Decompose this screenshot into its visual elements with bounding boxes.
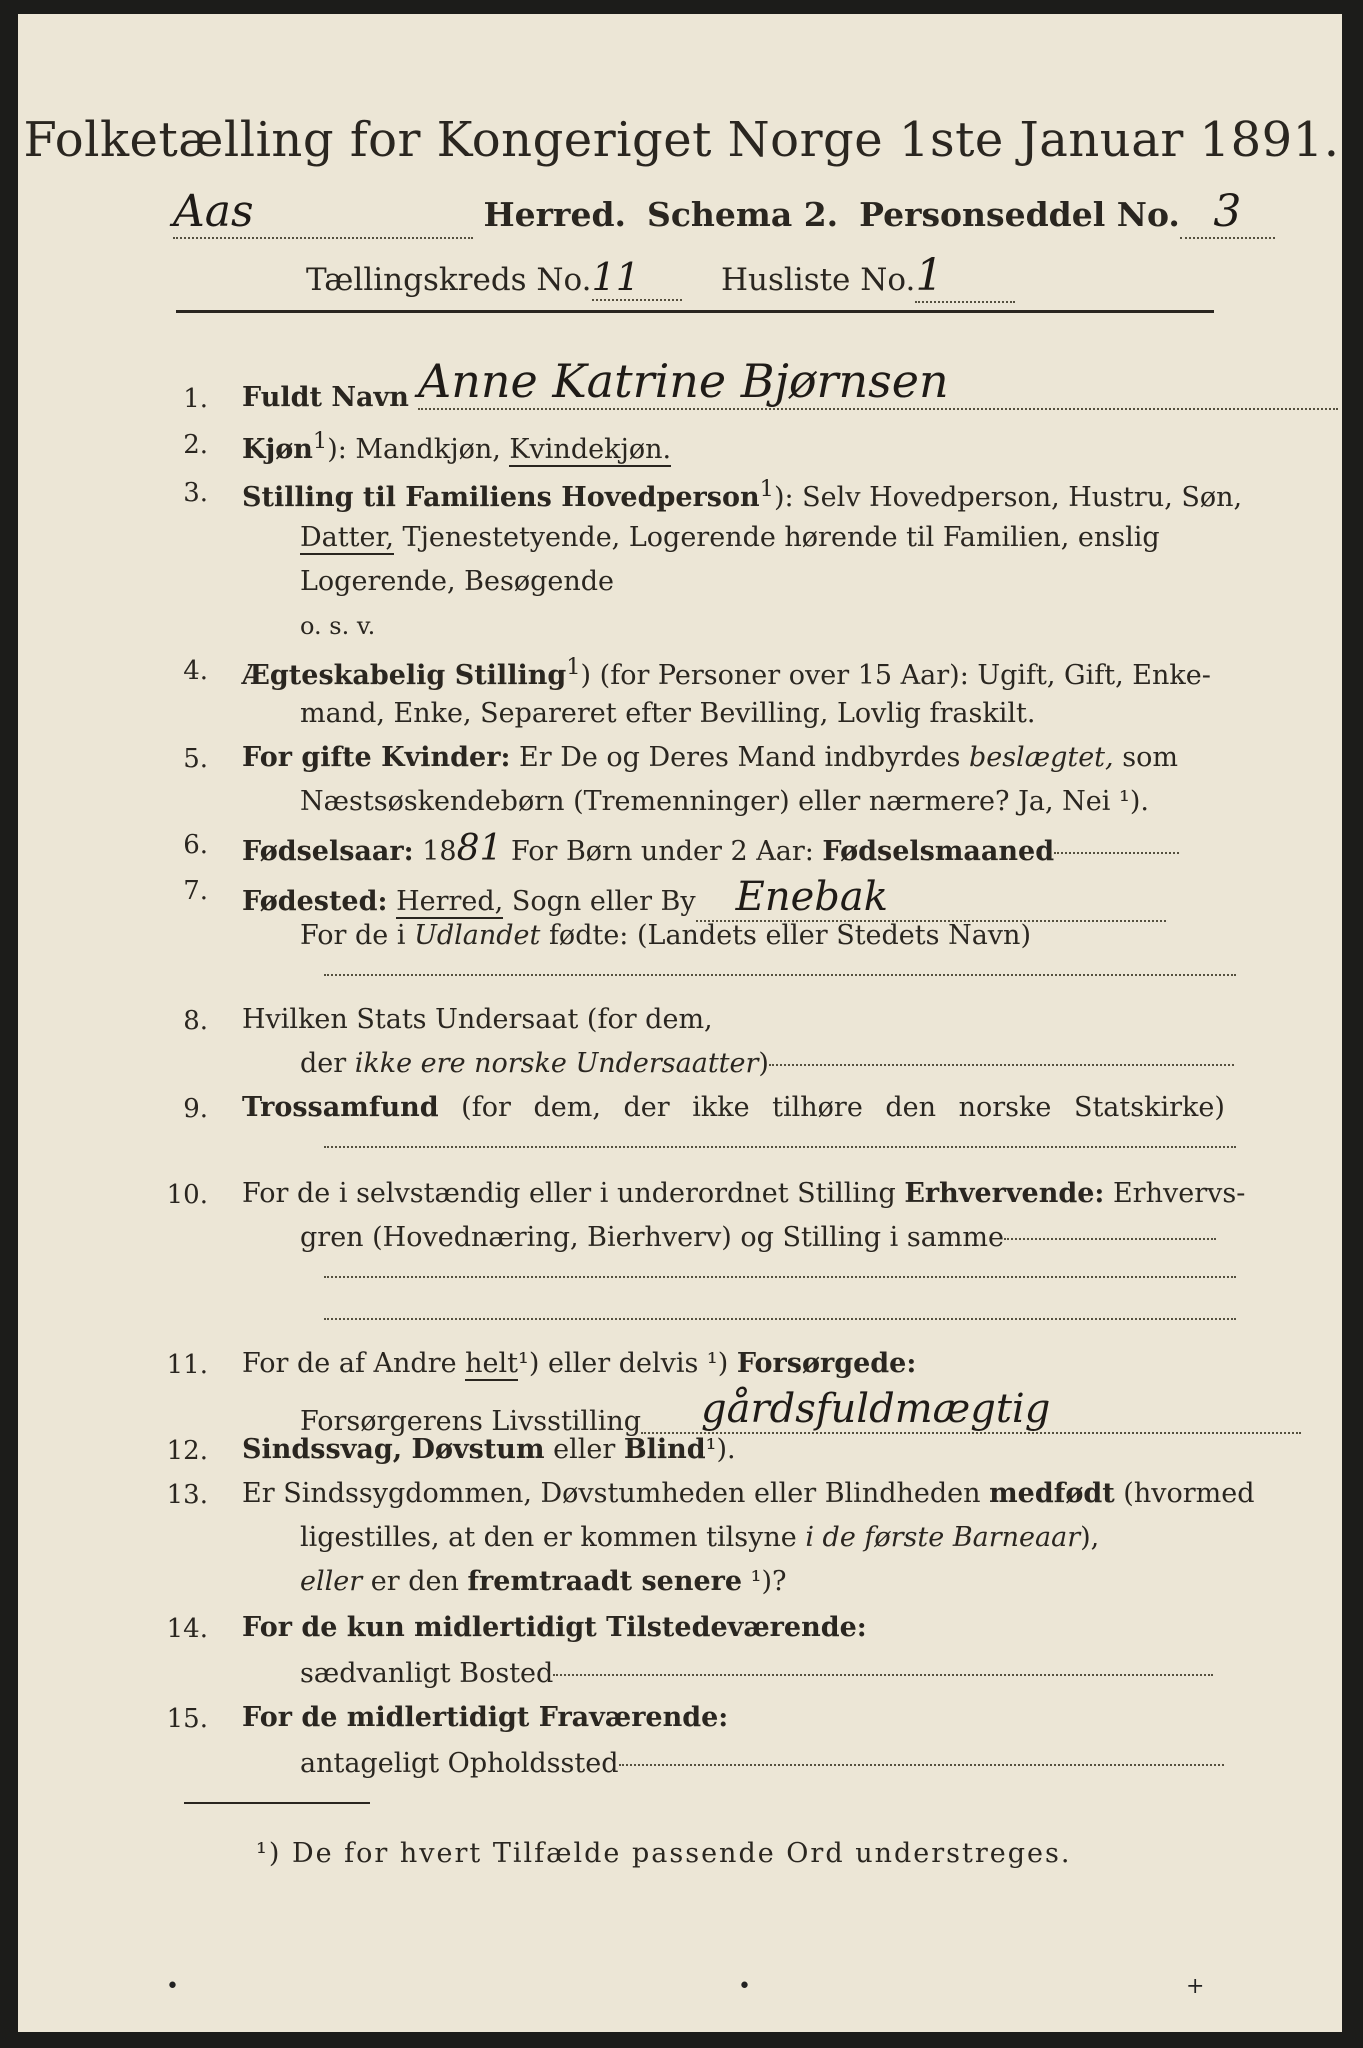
q11-bold: Forsørgede: [736,1348,917,1379]
q15-number: 15. [166,1704,208,1734]
q1-number: 1. [183,384,208,414]
q7-label: Fødested: [242,886,388,917]
footnote: ¹) De for hvert Tilfælde passende Ord understreges. [256,1838,1072,1869]
q11-text1b: ¹) eller delvis ¹) [518,1348,737,1379]
q14-text2: sædvanligt Bosted [300,1658,554,1689]
q7-number: 7. [183,876,208,906]
q11-text2: Forsørgerens Livsstilling [300,1406,642,1437]
q5-italic: beslægtet, [968,742,1114,773]
q12-label2: Blind [623,1434,706,1465]
q1-name-answer: Anne Katrine Bjørnsen [418,354,1338,410]
q12-line [242,1434,736,1465]
q13-line3 [300,1566,786,1597]
q3-line1: Stilling til Familiens Hovedperson$^1$): Selv Hovedperson, Hustru, Søn, [242,476,1243,513]
q11-provider-answer: gårdsfuldmægtig [641,1386,1301,1434]
q9-answer-rule [324,1146,1236,1148]
q8-italic: ikke ere norske Undersaatter [354,1048,759,1079]
q6-year-answer: 81 [456,828,503,869]
q4-line2: mand, Enke, Separeret efter Bevilling, Lovlig fraskilt. [300,698,1036,729]
q10-text1a: For de i selvstændig eller i underordnet Stilling [242,1178,905,1209]
q13-text3b: ¹)? [742,1566,787,1597]
q10-line2 [300,1222,1216,1253]
form-title: Folketælling for Kongeriget Norge 1ste Januar 1891. [23,112,1340,168]
q13-bold3: fremtraadt senere [467,1566,743,1597]
herred-line [173,186,1275,239]
q4-text1: ) (for Personer over 15 Aar): Ugift, Gift, Enke- [580,660,1211,691]
q9-line1 [242,1092,1225,1123]
q12-tail: ¹). [705,1434,736,1465]
herred-answer: Aas [173,186,473,239]
schema-label: Schema 2. [647,195,839,234]
q13-text2a: ligestilles, at den er kommen tilsyne [300,1522,806,1553]
q13-bold: medfødt [989,1478,1115,1509]
q10-answer-rule-2 [324,1318,1236,1320]
herred-label: Herred. [483,195,627,234]
q13-text3a: er den [362,1566,468,1597]
q10-text1b: Erhvervs- [1104,1178,1246,1209]
q10-text2: gren (Hovednæring, Bierhverv) og Stilling i samme [300,1222,1005,1253]
q7-underlined: Herred, [396,886,504,917]
q15-label: For de midlertidigt Fraværende: [242,1702,729,1733]
q10-answer-rule-1 [324,1276,1236,1278]
q9-number: 9. [183,1094,208,1124]
q6-label: Fødselsaar: [242,836,414,867]
q3-text2: Tjenestetyende, Logerende hørende til Familien, enslig [393,522,1160,553]
q14-line2 [300,1658,1213,1689]
q7-answer-rule [324,974,1236,976]
q11-underlined: helt [465,1348,519,1379]
q12-mid: eller [544,1434,624,1465]
q15-text2: antageligt Opholdssted [300,1748,619,1779]
q2-underlined: Kvindekjøn. [509,434,672,465]
ink-mark-left: • [166,1974,179,1999]
q13-number: 13. [166,1480,208,1510]
personseddel-label: Personseddel No. [859,195,1180,234]
q8-label: Hvilken Stats Undersaat [242,1004,579,1035]
q13-text1a: Er Sindssygdommen, Døvstumheden eller Blindheden [242,1478,990,1509]
q13-text1b: (hvormed [1114,1478,1255,1509]
q5-line1 [242,742,1178,773]
q13-italic: i de første Barneaar [805,1522,1081,1553]
q2-number: 2. [183,430,208,460]
q7-text2a: For de i [300,920,415,951]
q8-text1: (for dem, [578,1004,713,1035]
q10-line1 [242,1178,1245,1209]
q7-italic: Udlandet [414,920,541,951]
q11-line1 [242,1348,916,1379]
header-rule [176,310,1214,313]
q4-number: 4. [183,656,208,686]
kreds-label: Tællingskreds No. [306,262,592,298]
q7-text: Sogn eller By [503,886,696,917]
q10-bold: Erhvervende: [904,1178,1105,1209]
q14-label: For de kun midlertidigt Tilstedeværende: [242,1612,867,1643]
q12-number: 12. [166,1436,208,1466]
kreds-number: 11 [592,255,682,301]
q12-label: Sindssvag, Døvstum [242,1434,545,1465]
q3-underlined: Datter, [300,522,394,553]
q5-text1b: som [1113,742,1178,773]
q2-text [242,428,671,465]
q2-sup: 1 [312,428,328,454]
q15-line2 [300,1748,1224,1779]
q9-text1: (for dem, der ikke tilhøre den norske Statskirke) [438,1092,1225,1123]
q2-label: Kjøn [242,434,313,465]
q8-text2a: der [300,1048,355,1079]
q3-line3: Logerende, Besøgende [300,566,614,597]
q7-birthplace-answer: Enebak [696,874,1166,922]
q6-prefix: 18 [413,836,457,867]
husliste-number: 1 [915,250,1015,303]
q8-line2 [300,1048,1234,1079]
q2-options: ): Mandkjøn, [327,434,510,465]
census-form-page [18,14,1342,2032]
footnote-rule [184,1802,370,1804]
q6-rest-bold: Fødselsmaaned [822,836,1055,867]
q10-number: 10. [166,1180,208,1210]
q7-text2b: fødte: (Landets eller Stedets Navn) [540,920,1031,951]
q5-label: For gifte Kvinder: [242,742,511,773]
husliste-label: Husliste No. [720,262,916,298]
q3-text1: ): Selv Hovedperson, Hustru, Søn, [773,482,1243,513]
ink-mark-right: + [1186,1974,1205,1999]
q4-label: Ægteskabelig Stilling [242,660,567,691]
q3-label: Stilling til Familiens Hovedperson [242,482,760,513]
q3-line4: o. s. v. [300,612,376,640]
q3-number: 3. [183,478,208,508]
q13-line2 [300,1522,1099,1553]
q11-number: 11. [166,1350,208,1380]
q6-rest: For Børn under 2 Aar: [502,836,823,867]
q8-number: 8. [183,1006,208,1036]
q5-text1: Er De og Deres Mand indbyrdes [510,742,969,773]
q3-line2 [300,522,1160,553]
q7-line1 [242,874,1166,922]
q8-line1 [242,1004,713,1035]
q1-label: Fuldt Navn [242,382,409,413]
q13-italic3: eller [300,1566,363,1597]
q13-text2b: ), [1080,1522,1100,1553]
q9-label: Trossamfund [242,1092,439,1123]
q13-line1 [242,1478,1255,1509]
kreds-line [306,250,1015,303]
q5-number: 5. [183,744,208,774]
q8-text2b: ) [758,1048,769,1079]
q6-number: 6. [183,830,208,860]
q14-number: 14. [166,1614,208,1644]
q5-line2: Næstsøskendebørn (Tremenninger) eller nærmere? Ja, Nei ¹). [300,786,1149,817]
q6-line [242,828,1179,869]
ink-mark-center: • [738,1974,751,1999]
q11-text1a: For de af Andre [242,1348,466,1379]
personseddel-number: 3 [1180,186,1275,239]
q7-line2 [300,920,1031,951]
q4-line1: Ægteskabelig Stilling$^1$) (for Personer over 15 Aar): Ugift, Gift, Enke- [242,654,1211,691]
